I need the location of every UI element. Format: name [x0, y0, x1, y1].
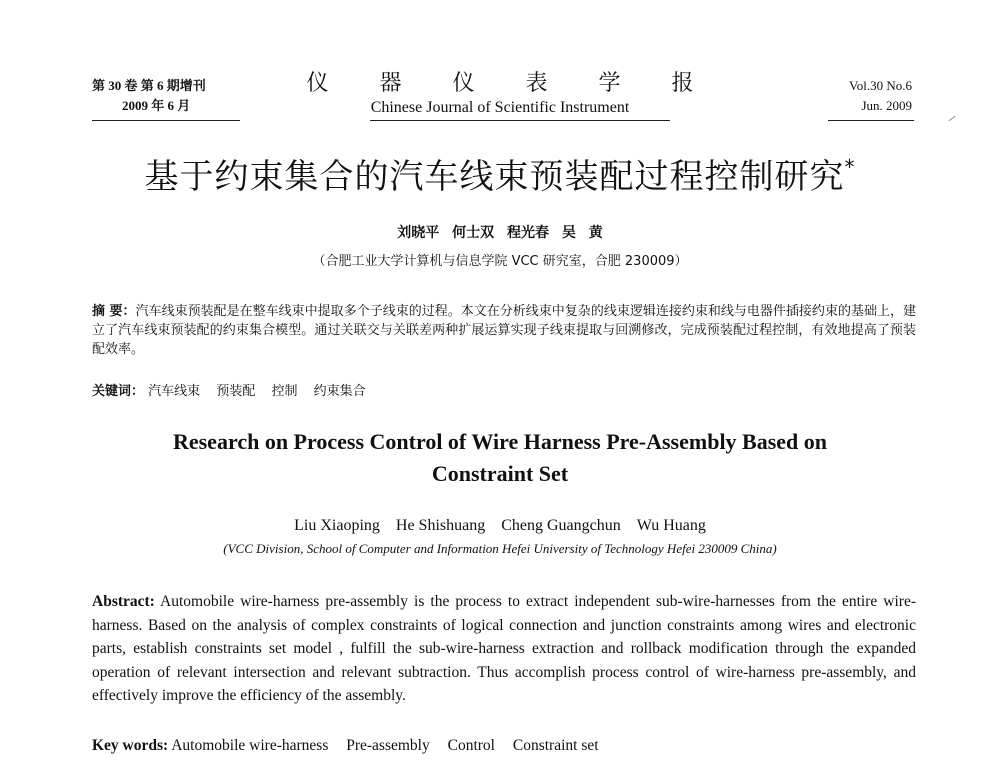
paper-title-cn [0, 145, 1000, 199]
paper-title-en-line-1: Research on Process Control of Wire Harness Pre-Assembly Based on [172, 429, 828, 454]
abstract-en-text: Automobile wire-harness pre-assembly is the process to extract independent sub-wire-harnesses from the entire wire-harness. Based on the analysis of complex constraints of logical connection and junction constraints among wires and electronic parts, establish constraints set model , fulfill the sub-wire-harness extraction and rollback modification through the expanded operation of relevant intersection and relevant subtraction. Thus accomplish process control of wire-harness pre-assembly, and effectively improve the efficiency of the assembly. [92, 593, 916, 704]
abstract-en [92, 590, 916, 708]
keyword-en: Automobile wire-harness [171, 737, 329, 754]
author-en: Liu Xiaoping [294, 517, 380, 534]
keyword-en: Pre-assembly [346, 737, 430, 754]
journal-name-cn: 仪 器 仪 表 学 报 [306, 71, 716, 96]
keyword-en: Control [447, 737, 495, 754]
affiliation-en: (VCC Division, School of Computer and Information Hefei University of Technology Hefei 230009 China) [223, 541, 777, 556]
author-en: He Shishuang [395, 517, 486, 534]
keyword-cn: 控制 [271, 384, 298, 399]
volume-issue-en: Vol.30 No.6 [849, 78, 912, 93]
keyword-cn: 汽车线束 [148, 384, 201, 399]
paper-title-cn-text: 基于约束集合的汽车线束预装配过程控制研究 [144, 157, 845, 197]
title-footnote-mark: * [844, 155, 856, 179]
header-rule-right [828, 120, 914, 121]
keywords-cn [92, 380, 378, 399]
paper-title-en-line-2: Constraint Set [431, 461, 569, 486]
date-en: Jun. 2009 [861, 98, 912, 113]
keywords-en [92, 737, 613, 755]
date-cn: 2009 年 6 月 [122, 98, 191, 113]
abstract-cn-label: 摘 要： [92, 304, 136, 319]
journal-name-en: Chinese Journal of Scientific Instrument [370, 99, 630, 116]
header-volume-info-en [849, 76, 912, 116]
header-rule-center [370, 120, 670, 121]
abstract-en-label: Abstract: [92, 593, 155, 610]
keywords-cn-label: 关键词： [92, 384, 145, 399]
author-en: Wu Huang [636, 517, 706, 534]
keyword-en: Constraint set [512, 737, 599, 754]
keyword-cn: 约束集合 [313, 384, 366, 399]
volume-issue-cn: 第 30 卷 第 6 期增刊 [92, 78, 206, 93]
keywords-en-label: Key words: [92, 737, 169, 754]
keyword-cn: 预装配 [216, 384, 256, 399]
header-rule-left [92, 120, 240, 121]
author-en: Cheng Guangchun [501, 517, 621, 534]
affiliation-cn: （合肥工业大学计算机与信息学院 VCC 研究室，合肥 230009） [312, 254, 688, 269]
authors-en [0, 517, 1000, 535]
authors-cn: 刘晓平 何士双 程光春 吴 黄 [397, 225, 603, 241]
abstract-cn [92, 302, 916, 359]
paper-title-en [0, 426, 1000, 490]
abstract-cn-text: 汽车线束预装配是在整车线束中提取多个子线束的过程。本文在分析线束中复杂的线束逻辑连接约束和线与电器件插接约束的基础上，建立了汽车线束预装配的约束集合模型。通过关联交与关联差两种扩展运算实现子线束提取与回溯修改，完成预装配过程控制，有效地提高了预装配效率。 [92, 304, 916, 357]
